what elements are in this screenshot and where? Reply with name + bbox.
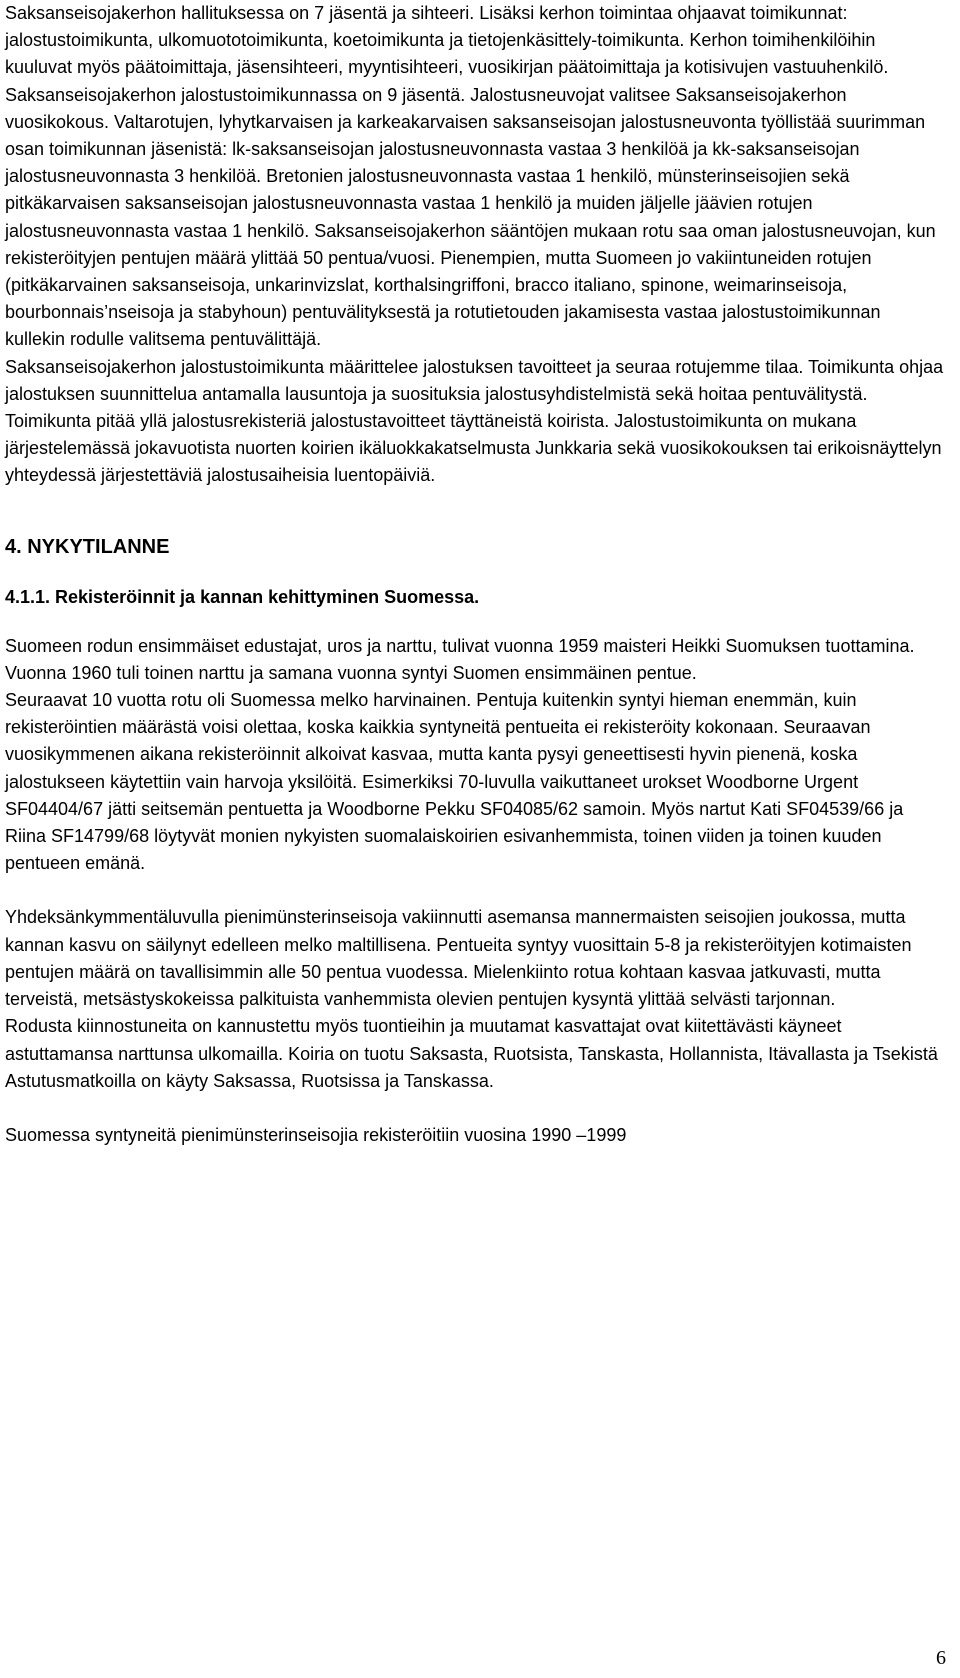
subsection-heading: 4.1.1. Rekisteröinnit ja kannan kehittyminen Suomessa. <box>5 586 480 607</box>
paragraph-history-1: Suomeen rodun ensimmäiset edustajat, uros ja narttu, tulivat vuonna 1959 maisteri Heikki Suomuksen tuottamina. Vuonna 1960 tuli toinen narttu ja samana vuonna syntyi Suomen ensimmäinen pentue. <box>5 635 915 683</box>
paragraph-breeding-goals: Saksanseisojakerhon jalostustoimikunta määrittelee jalostuksen tavoitteet ja seuraa rotujemme tilaa. Toimikunta ohjaa jalostuksen suunnittelua antamalla lausuntoja ja suosituksia jalostusyhdistelmistä sekä hoitaa pentuvälitystä. Toimikunta pitää yllä jalostusrekisteriä jalostustavoitteet täyttäneistä koirista. Jalostustoimikunta on mukana järjestelemässä jokavuotista nuorten koirien ikäluokkakatselmusta Junkkaria sekä vuosikokouksen tai erikoisnäyttelyn yhteydessä järjestettäviä jalostusaiheisia luentopäiviä. <box>5 356 944 486</box>
paragraph-history-2: Seuraavat 10 vuotta rotu oli Suomessa melko harvinainen. Pentuja kuitenkin syntyi hieman enemmän, kuin rekisteröintien määrästä voisi olettaa, koska kaikkia syntyneitä pentueita ei rekisteröity kokonaan. Seuraavan vuosikymmenen aikana rekisteröinnit alkoivat kasvaa, mutta kanta pysyi geneettisesti hyvin pienenä, koska jalostukseen käytettiin vain harvoja yksilöitä. Esimerkiksi 70-luvulla vaikuttaneet urokset Woodborne Urgent SF04404/67 jätti seitsemän pentuetta ja Woodborne Pekku SF04085/62 samoin. Myös nartut Kati SF04539/66 ja Riina SF14799/68 löytyvät monien nykyisten suomalaiskoirien esivanhemmista, toinen viiden ja toinen kuuden pentueen emänä. <box>5 690 904 874</box>
paragraph-committees: Saksanseisojakerhon hallituksessa on 7 jäsentä ja sihteeri. Lisäksi kerhon toimintaa ohjaavat toimikunnat: jalostustoimikunta, ulkomuototoimikunta, koetoimikunta ja tietojenkäsittely-toimikunta. Kerhon toimihenkilöihin kuuluvat myös päätoimittaja, jäsensihteeri, myyntisihteeri, vuosikirjan päätoimittaja ja kotisivujen vastuuhenkilö. Saksanseisojakerhon jalostustoimikunnassa on 9 jäsentä. Jalostusneuvojat valitsee Saksanseisojakerhon vuosikokous. Valtarotujen, lyhytkarvaisen ja karkeakarvaisen saksanseisojan jalostusneuvonta työllistää suurimman osan toimikunnan jäsenistä: lk-saksanseisojan jalostusneuvonnasta vastaa 3 henkilöä ja kk-saksanseisojan jalostusneuvonnasta 3 henkilöä. Bretonien jalostusneuvonnasta vastaa 1 henkilö, münsterinseisojien sekä pitkäkarvaisen saksanseisojan jalostusneuvonnasta vastaa 1 henkilö ja muiden jäljelle jäävien rotujen jalostusneuvonnasta vastaa 1 henkilö. Saksanseisojakerhon sääntöjen mukaan rotu saa oman jalostusneuvojan, kun rekisteröityjen pentujen määrä ylittää 50 pentua/vuosi. Pienempien, mutta Suomeen jo vakiintuneiden rotujen (pitkäkarvainen saksanseisoja, unkarinvizslat, korthalsingriffoni, bracco italiano, spinone, weimarinseisoja, bourbonnais’nseisoja ja stabyhoun) pentuvälityksestä ja rotutietouden jakamisesta vastaa jalostustoimikunnan kullekin rodulle valitsema pentuvälittäjä. <box>5 3 936 350</box>
page-number: 6 <box>936 1647 946 1669</box>
paragraph-nineties: Yhdeksänkymmentäluvulla pienimünsterinseisoja vakiinnutti asemansa mannermaisten seisojien joukossa, mutta kannan kasvu on säilynyt edelleen melko maltillisena. Pentueita syntyy vuosittain 5-8 ja rekisteröityjen kotimaisten pentujen määrä on tavallisimmin alle 50 pentua vuodessa. Mielenkiinto rotua kohtaan kasvaa jatkuvasti, mutta terveistä, metsästyskokeissa palkituista vanhemmista olevien pentujen kysyntä ylittää selvästi tarjonnan. <box>5 907 912 1010</box>
document-body <box>5 0 945 1149</box>
paragraph-imports: Rodusta kiinnostuneita on kannustettu myös tuontieihin ja muutamat kasvattajat ovat kiitettävästi käyneet astuttamansa narttunsa ulkomailla. Koiria on tuotu Saksasta, Ruotsista, Tanskasta, Hollannista, Itävallasta ja Tsekistä Astutusmatkoilla on käyty Saksassa, Ruotsissa ja Tanskassa. <box>5 1016 938 1091</box>
section-heading: 4. NYKYTILANNE <box>5 535 170 558</box>
paragraph-registrations-intro: Suomessa syntyneitä pienimünsterinseisojia rekisteröitiin vuosina 1990 –1999 <box>5 1124 627 1145</box>
